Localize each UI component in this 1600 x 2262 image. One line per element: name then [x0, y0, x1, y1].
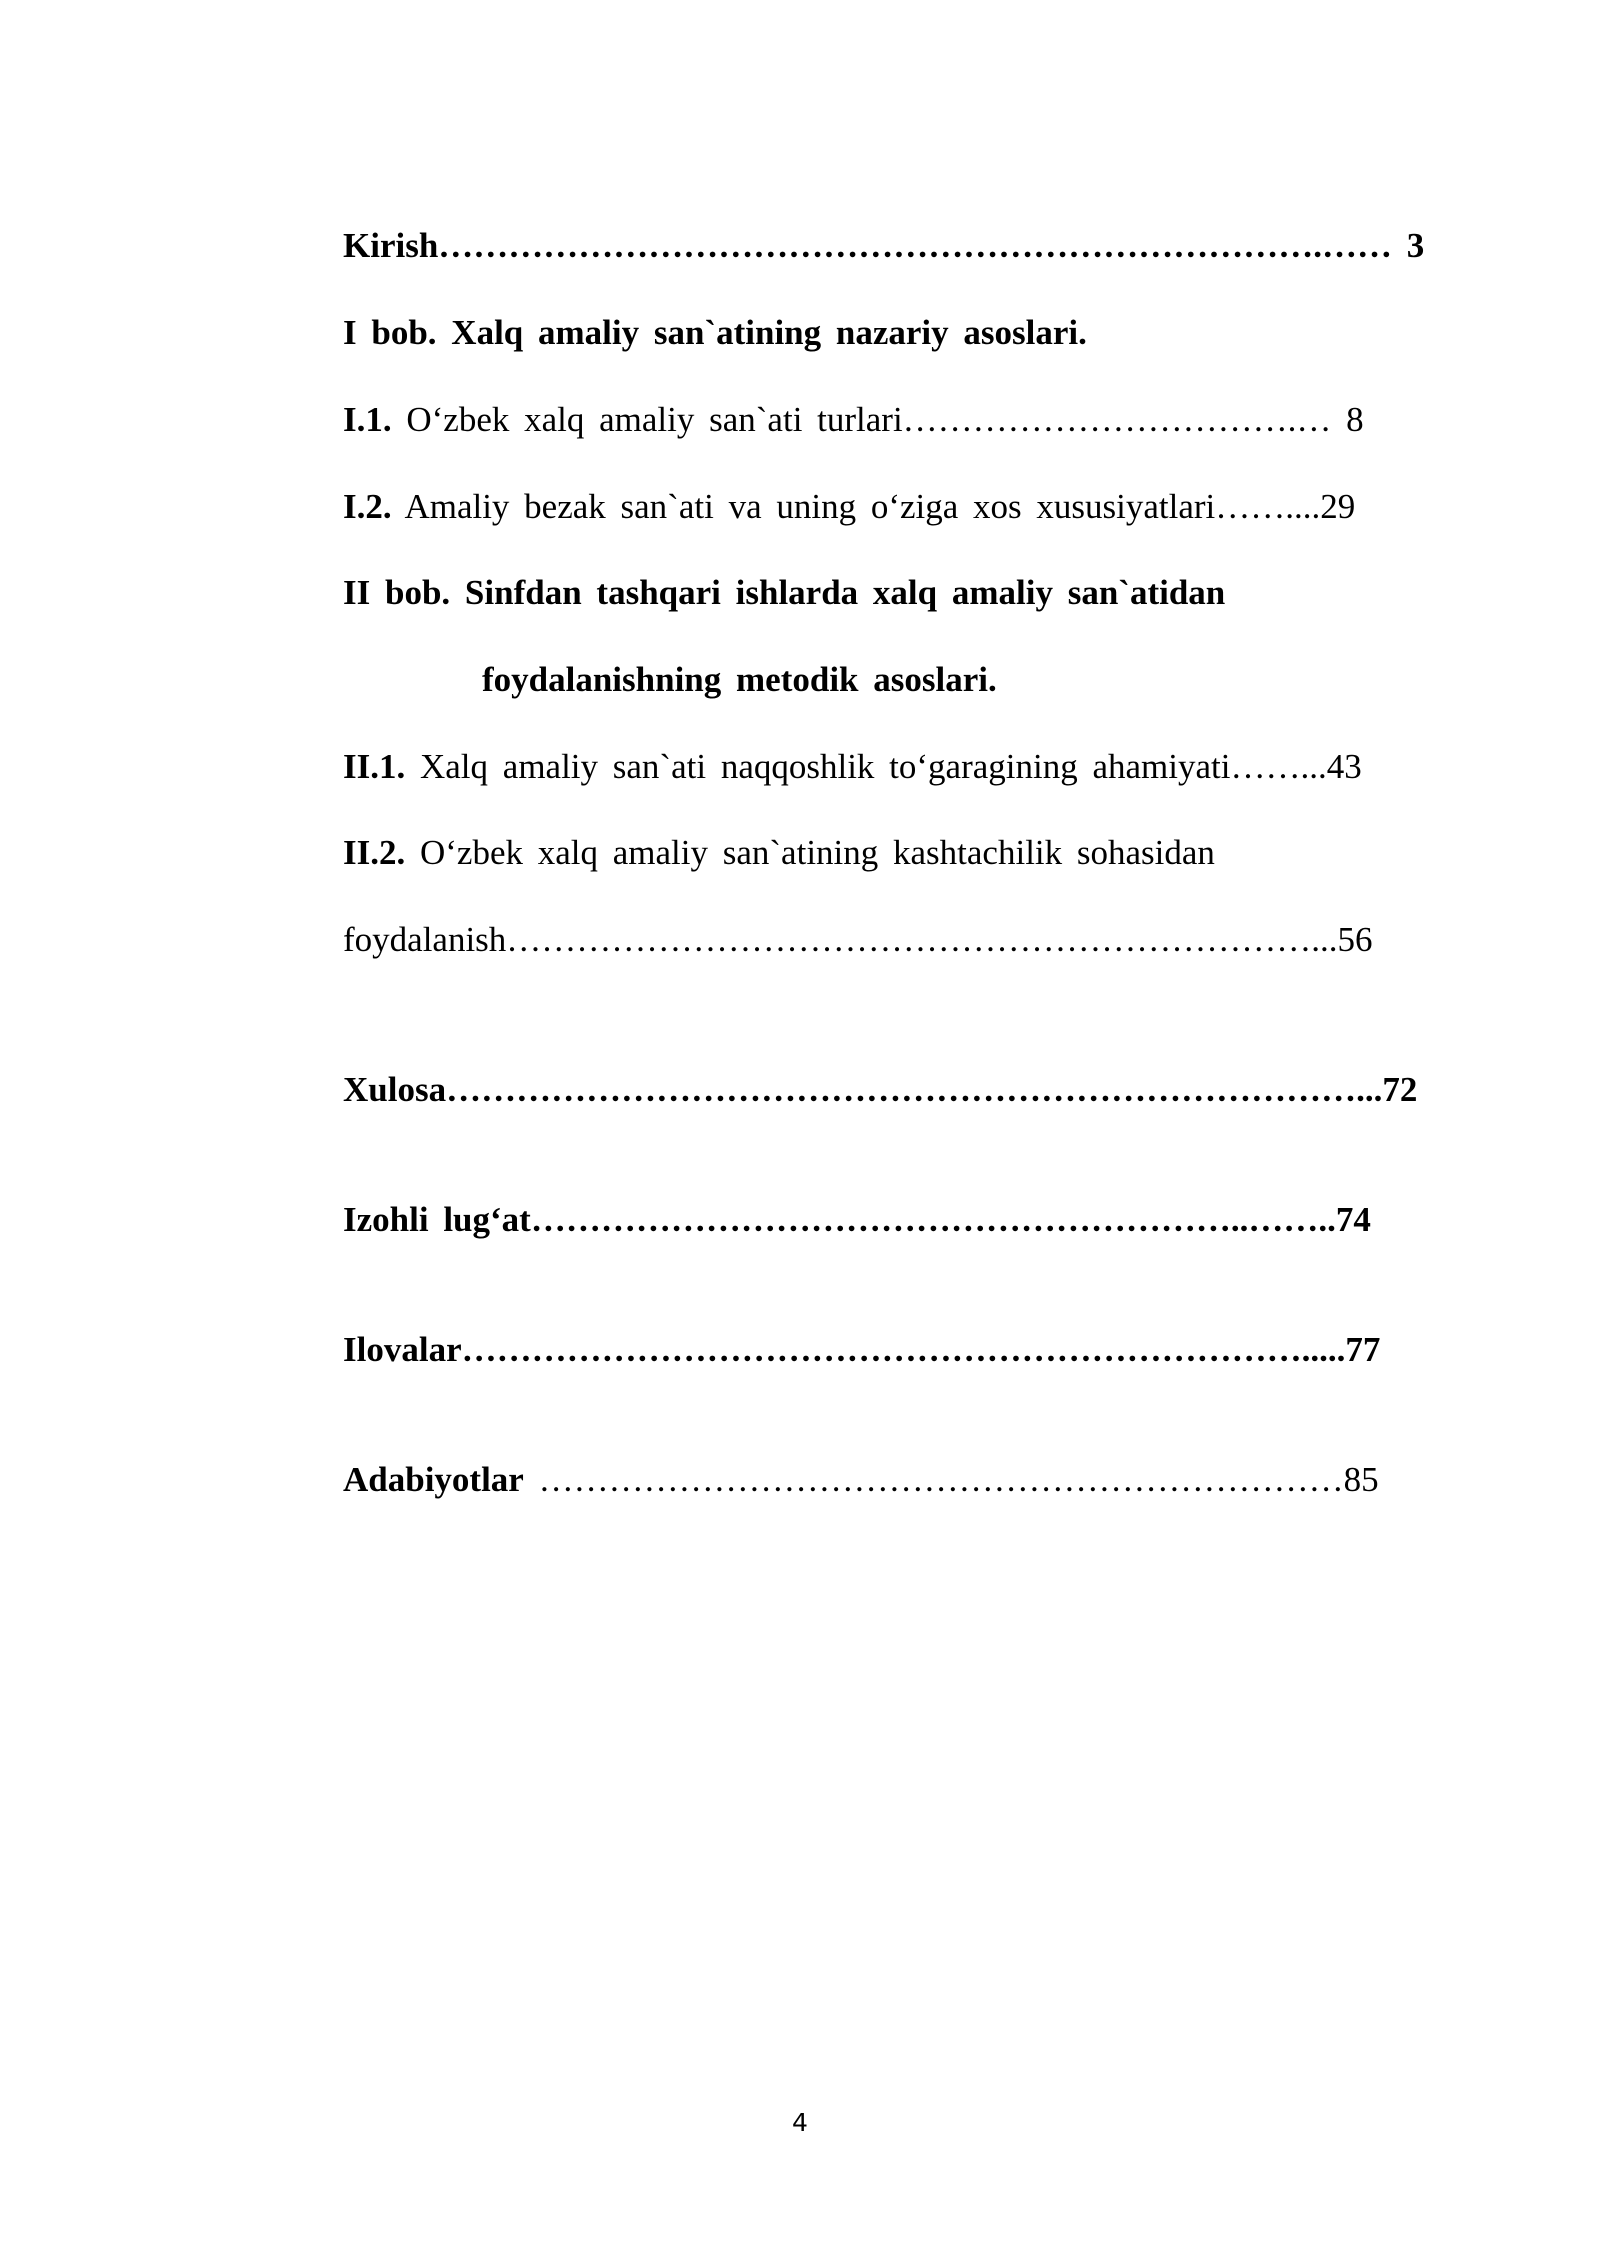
toc-entry-kirish: Kirish………………………………………………………………….…… 3: [343, 226, 1425, 265]
section-title-bold: Adabiyotlar: [343, 1460, 524, 1499]
page-number: 4: [792, 2108, 808, 2137]
toc-entry-2-2: [343, 833, 1215, 873]
section-title: Amaliy bezak san`ati va uning o‘ziga xos xususiyatlari……....29: [391, 487, 1356, 526]
toc-entry-1-1: [343, 400, 1364, 440]
toc-entry-adabiyotlar: [343, 1460, 1379, 1500]
section-title: O‘zbek xalq amaliy san`ati turlari…………………………….… 8: [391, 400, 1364, 439]
section-title: O‘zbek xalq amaliy san`atining kashtachilik sohasidan: [405, 833, 1215, 872]
toc-entry-1-2: [343, 487, 1355, 527]
toc-entry-izohli-lugat: Izohli lug‘at……………………………………………………..……..74: [343, 1200, 1371, 1239]
section-number: I.2.: [343, 487, 392, 526]
toc-chapter-1-title: I bob. Xalq amaliy san`atining nazariy asoslari.: [343, 313, 1087, 352]
section-number: I.1.: [343, 400, 392, 439]
section-number: II.2.: [343, 833, 406, 872]
toc-entry-2-2-continued: foydalanish……………………………………………………………...56: [343, 920, 1373, 959]
toc-chapter-2-title-continued: foydalanishning metodik asoslari.: [482, 660, 997, 699]
section-leader: ……………………………………………………………85: [523, 1460, 1379, 1499]
section-number: II.1.: [343, 747, 406, 786]
toc-entry-xulosa: Xulosa……………………………………………………………………...72: [343, 1070, 1418, 1109]
toc-entry-ilovalar: Ilovalar……………………………………………………………….....77: [343, 1330, 1381, 1369]
section-title: Xalq amaliy san`ati naqqoshlik to‘garagining ahamiyati……...43: [405, 747, 1362, 786]
toc-entry-2-1: [343, 747, 1362, 787]
toc-chapter-2-title: II bob. Sinfdan tashqari ishlarda xalq amaliy san`atidan: [343, 573, 1226, 612]
